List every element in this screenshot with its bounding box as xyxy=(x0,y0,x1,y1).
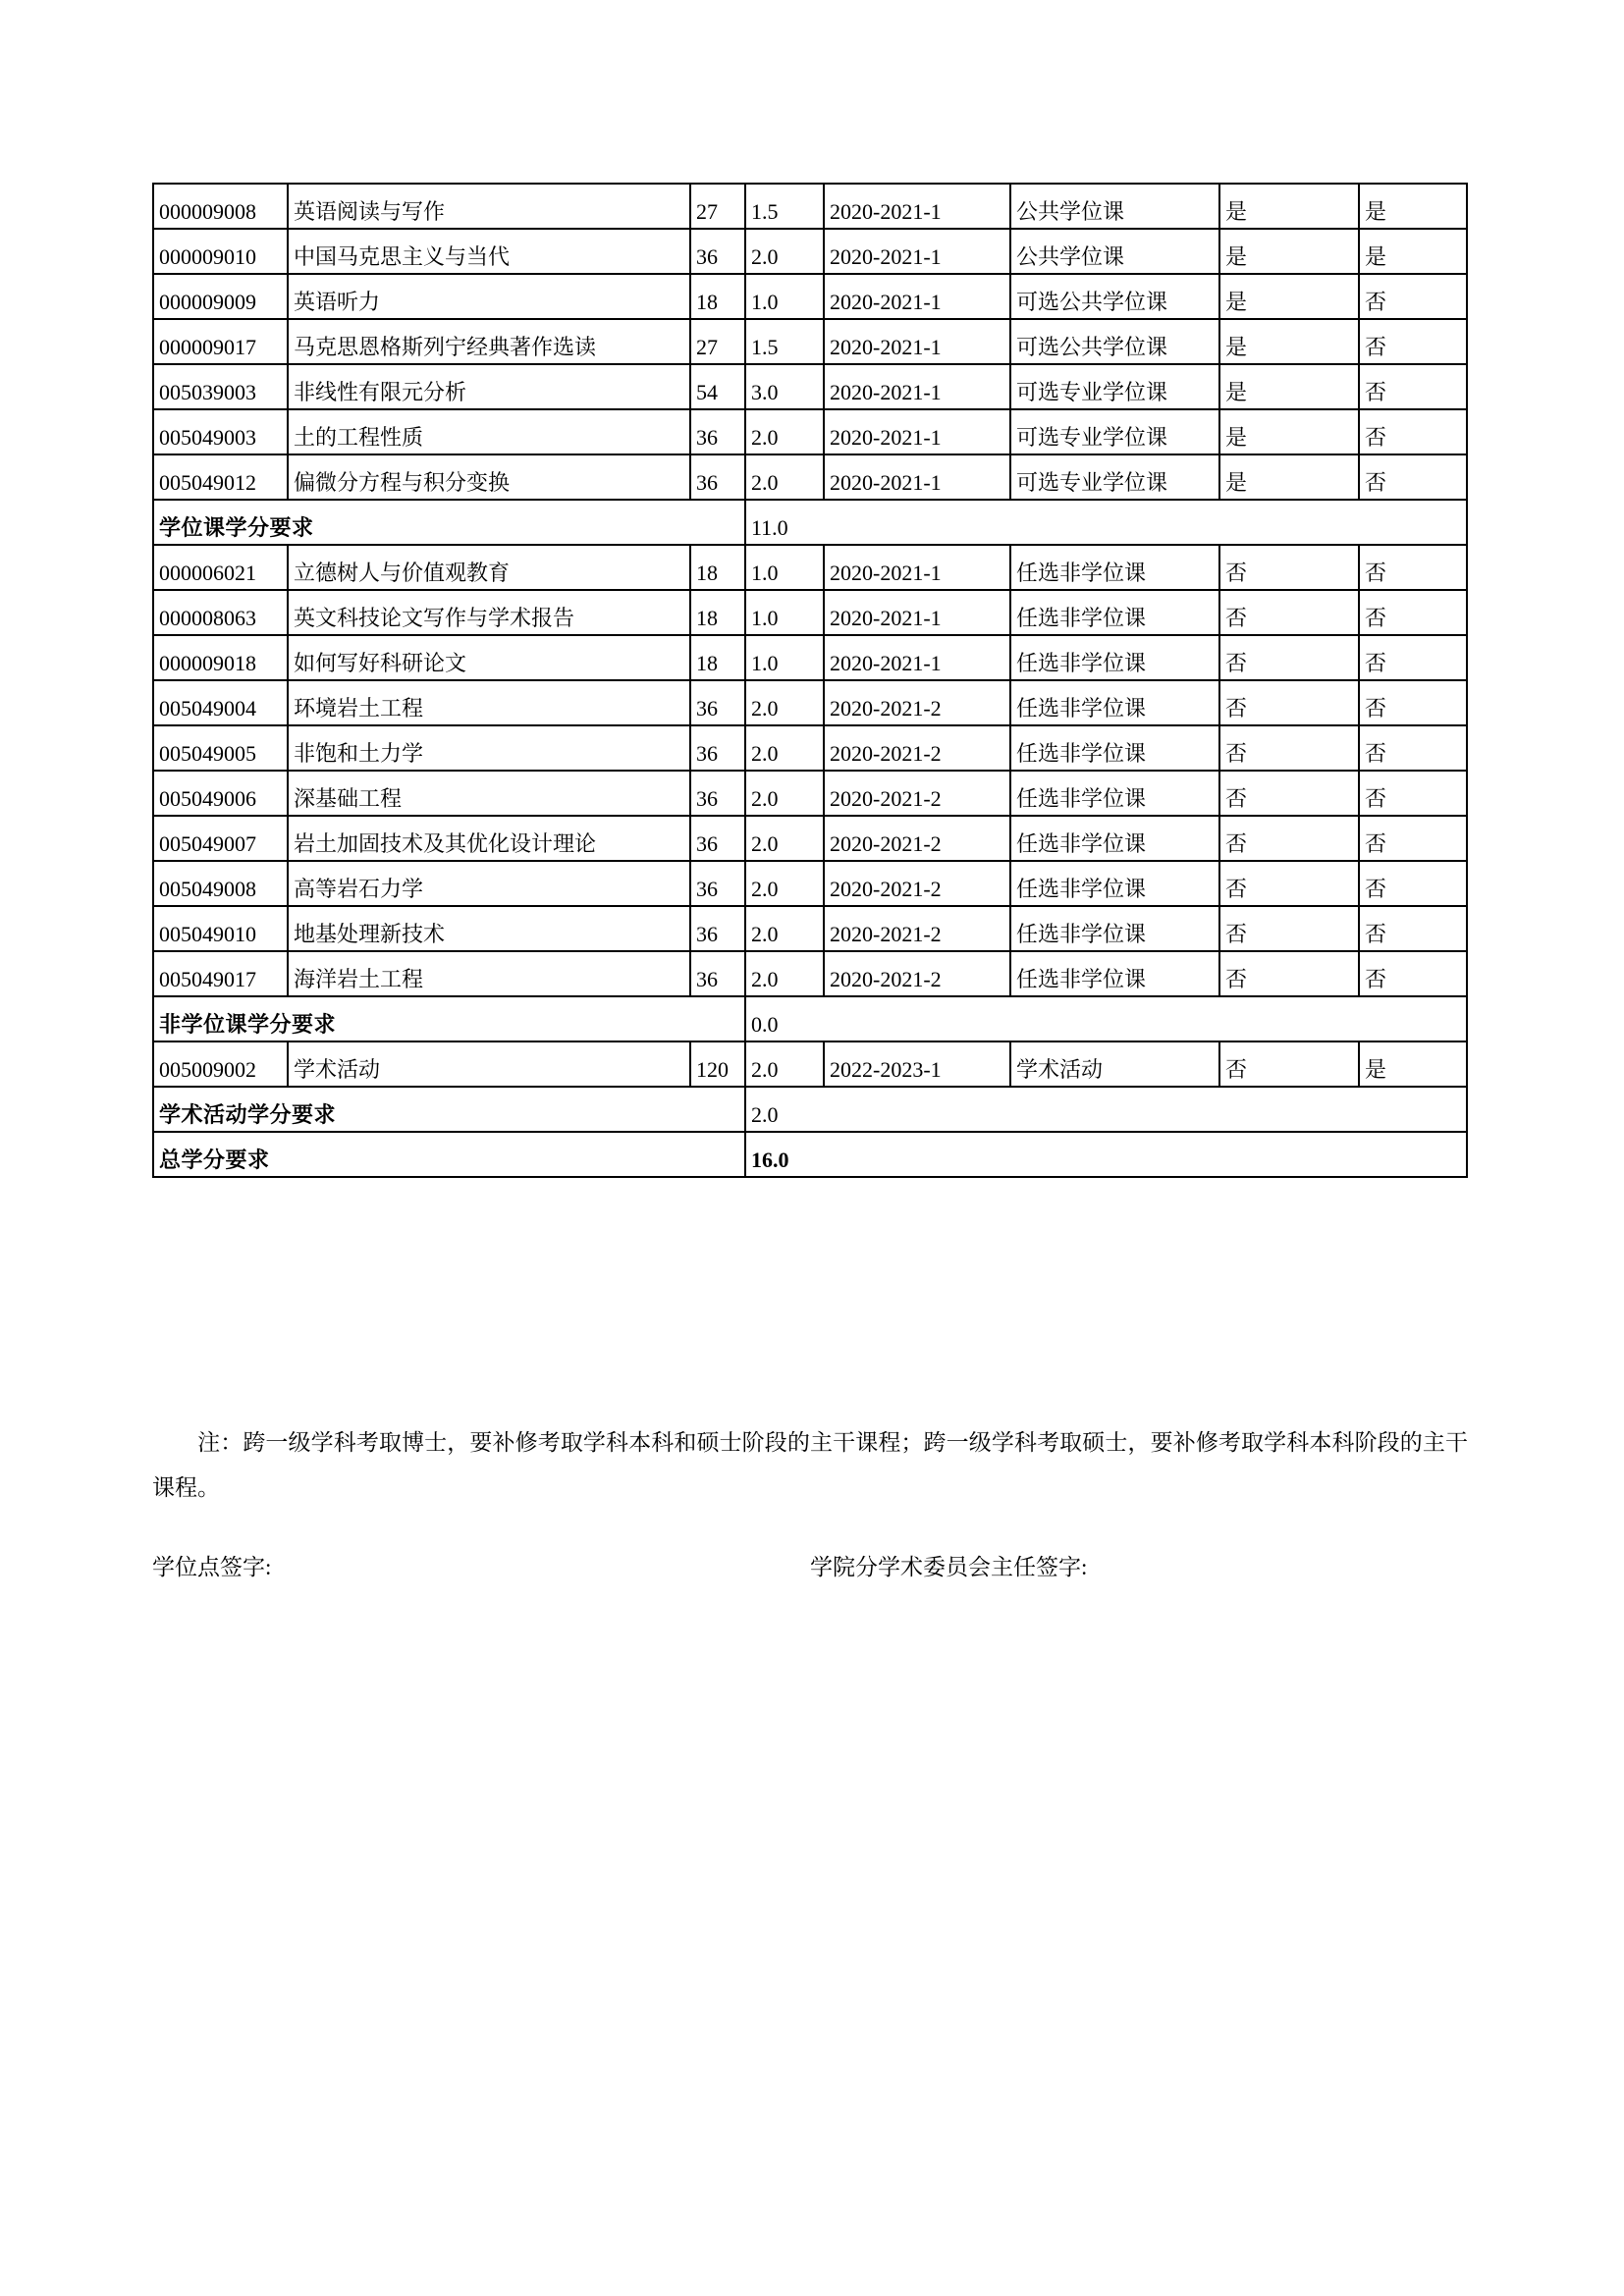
course-term-cell: 2020-2021-2 xyxy=(824,816,1010,861)
course-category-cell: 可选专业学位课 xyxy=(1010,454,1219,500)
course-required-cell: 否 xyxy=(1219,861,1359,906)
course-name-cell: 土的工程性质 xyxy=(288,409,690,454)
course-term-cell: 2020-2021-2 xyxy=(824,906,1010,951)
course-category-cell: 任选非学位课 xyxy=(1010,906,1219,951)
curriculum-table xyxy=(152,183,1468,1178)
course-degree-cell: 否 xyxy=(1359,274,1467,319)
course-category-cell: 学术活动 xyxy=(1010,1041,1219,1087)
course-code-cell: 005049008 xyxy=(153,861,288,906)
course-required-cell: 是 xyxy=(1219,409,1359,454)
course-term-cell: 2020-2021-2 xyxy=(824,951,1010,996)
table-row xyxy=(153,319,1467,364)
course-name-cell: 非饱和土力学 xyxy=(288,725,690,771)
course-name-cell: 中国马克思主义与当代 xyxy=(288,229,690,274)
course-code-cell: 000009017 xyxy=(153,319,288,364)
course-category-cell: 任选非学位课 xyxy=(1010,725,1219,771)
summary-value-cell: 16.0 xyxy=(745,1132,1467,1177)
course-name-cell: 如何写好科研论文 xyxy=(288,635,690,680)
summary-row xyxy=(153,500,1467,545)
summary-label-cell: 总学分要求 xyxy=(153,1132,745,1177)
course-required-cell: 否 xyxy=(1219,816,1359,861)
course-hours-cell: 36 xyxy=(690,725,745,771)
course-name-cell: 学术活动 xyxy=(288,1041,690,1087)
summary-row xyxy=(153,996,1467,1041)
course-degree-cell: 是 xyxy=(1359,1041,1467,1087)
course-degree-cell: 否 xyxy=(1359,725,1467,771)
course-credits-cell: 1.5 xyxy=(745,184,824,229)
course-required-cell: 是 xyxy=(1219,184,1359,229)
summary-value-cell: 2.0 xyxy=(745,1087,1467,1132)
table-row xyxy=(153,680,1467,725)
course-name-cell: 岩土加固技术及其优化设计理论 xyxy=(288,816,690,861)
course-code-cell: 005049007 xyxy=(153,816,288,861)
course-hours-cell: 36 xyxy=(690,454,745,500)
course-hours-cell: 36 xyxy=(690,906,745,951)
course-code-cell: 005039003 xyxy=(153,364,288,409)
degree-point-signature-label: 学位点签字: xyxy=(152,1555,272,1579)
course-name-cell: 偏微分方程与积分变换 xyxy=(288,454,690,500)
footnote xyxy=(152,1420,1468,1511)
academic-committee-chair-signature-label: 学院分学术委员会主任签字: xyxy=(810,1555,1088,1579)
course-code-cell: 005049005 xyxy=(153,725,288,771)
course-hours-cell: 18 xyxy=(690,590,745,635)
course-required-cell: 否 xyxy=(1219,680,1359,725)
total-credits-row xyxy=(153,1132,1467,1177)
course-name-cell: 英语阅读与写作 xyxy=(288,184,690,229)
course-required-cell: 是 xyxy=(1219,364,1359,409)
course-credits-cell: 2.0 xyxy=(745,454,824,500)
curriculum-sheet xyxy=(152,183,1466,1178)
course-category-cell: 任选非学位课 xyxy=(1010,951,1219,996)
course-code-cell: 005009002 xyxy=(153,1041,288,1087)
course-required-cell: 是 xyxy=(1219,454,1359,500)
course-required-cell: 是 xyxy=(1219,319,1359,364)
course-term-cell: 2020-2021-2 xyxy=(824,680,1010,725)
course-name-cell: 非线性有限元分析 xyxy=(288,364,690,409)
course-degree-cell: 否 xyxy=(1359,364,1467,409)
course-category-cell: 可选专业学位课 xyxy=(1010,409,1219,454)
course-credits-cell: 2.0 xyxy=(745,725,824,771)
course-degree-cell: 是 xyxy=(1359,229,1467,274)
course-hours-cell: 18 xyxy=(690,545,745,590)
course-term-cell: 2020-2021-2 xyxy=(824,771,1010,816)
table-row xyxy=(153,1041,1467,1087)
course-code-cell: 005049012 xyxy=(153,454,288,500)
course-term-cell: 2020-2021-2 xyxy=(824,725,1010,771)
course-required-cell: 否 xyxy=(1219,771,1359,816)
course-required-cell: 是 xyxy=(1219,274,1359,319)
course-required-cell: 是 xyxy=(1219,229,1359,274)
summary-label-cell: 学术活动学分要求 xyxy=(153,1087,745,1132)
course-name-cell: 环境岩土工程 xyxy=(288,680,690,725)
course-credits-cell: 2.0 xyxy=(745,771,824,816)
course-name-cell: 高等岩石力学 xyxy=(288,861,690,906)
summary-value-cell: 0.0 xyxy=(745,996,1467,1041)
course-degree-cell: 否 xyxy=(1359,951,1467,996)
table-row xyxy=(153,906,1467,951)
table-row xyxy=(153,545,1467,590)
course-name-cell: 地基处理新技术 xyxy=(288,906,690,951)
course-code-cell: 000009018 xyxy=(153,635,288,680)
course-term-cell: 2020-2021-1 xyxy=(824,590,1010,635)
table-row xyxy=(153,816,1467,861)
course-name-cell: 立德树人与价值观教育 xyxy=(288,545,690,590)
course-hours-cell: 27 xyxy=(690,184,745,229)
course-term-cell: 2020-2021-1 xyxy=(824,319,1010,364)
course-code-cell: 000009009 xyxy=(153,274,288,319)
course-hours-cell: 54 xyxy=(690,364,745,409)
course-credits-cell: 2.0 xyxy=(745,861,824,906)
course-code-cell: 005049003 xyxy=(153,409,288,454)
course-degree-cell: 否 xyxy=(1359,771,1467,816)
table-row xyxy=(153,229,1467,274)
course-degree-cell: 否 xyxy=(1359,319,1467,364)
course-required-cell: 否 xyxy=(1219,1041,1359,1087)
course-degree-cell: 否 xyxy=(1359,906,1467,951)
course-credits-cell: 1.5 xyxy=(745,319,824,364)
course-degree-cell: 否 xyxy=(1359,861,1467,906)
course-hours-cell: 36 xyxy=(690,861,745,906)
course-hours-cell: 36 xyxy=(690,680,745,725)
course-name-cell: 马克思恩格斯列宁经典著作选读 xyxy=(288,319,690,364)
table-row xyxy=(153,771,1467,816)
course-category-cell: 可选公共学位课 xyxy=(1010,319,1219,364)
course-term-cell: 2020-2021-1 xyxy=(824,409,1010,454)
course-hours-cell: 27 xyxy=(690,319,745,364)
course-code-cell: 005049017 xyxy=(153,951,288,996)
table-row xyxy=(153,454,1467,500)
course-credits-cell: 1.0 xyxy=(745,635,824,680)
course-category-cell: 任选非学位课 xyxy=(1010,545,1219,590)
curriculum-table-body xyxy=(153,184,1467,1177)
course-code-cell: 005049006 xyxy=(153,771,288,816)
course-name-cell: 海洋岩土工程 xyxy=(288,951,690,996)
course-credits-cell: 2.0 xyxy=(745,409,824,454)
table-row xyxy=(153,409,1467,454)
table-row xyxy=(153,590,1467,635)
course-credits-cell: 2.0 xyxy=(745,816,824,861)
course-name-cell: 英文科技论文写作与学术报告 xyxy=(288,590,690,635)
course-required-cell: 否 xyxy=(1219,545,1359,590)
course-code-cell: 005049004 xyxy=(153,680,288,725)
course-required-cell: 否 xyxy=(1219,906,1359,951)
table-row xyxy=(153,364,1467,409)
course-category-cell: 任选非学位课 xyxy=(1010,816,1219,861)
course-code-cell: 005049010 xyxy=(153,906,288,951)
table-row xyxy=(153,725,1467,771)
course-term-cell: 2020-2021-1 xyxy=(824,454,1010,500)
course-term-cell: 2020-2021-1 xyxy=(824,545,1010,590)
course-credits-cell: 1.0 xyxy=(745,545,824,590)
course-category-cell: 可选专业学位课 xyxy=(1010,364,1219,409)
course-term-cell: 2020-2021-2 xyxy=(824,861,1010,906)
course-category-cell: 任选非学位课 xyxy=(1010,861,1219,906)
course-credits-cell: 2.0 xyxy=(745,680,824,725)
summary-row xyxy=(153,1087,1467,1132)
course-credits-cell: 2.0 xyxy=(745,906,824,951)
course-code-cell: 000009008 xyxy=(153,184,288,229)
course-category-cell: 任选非学位课 xyxy=(1010,590,1219,635)
course-term-cell: 2020-2021-1 xyxy=(824,635,1010,680)
course-term-cell: 2022-2023-1 xyxy=(824,1041,1010,1087)
course-term-cell: 2020-2021-1 xyxy=(824,274,1010,319)
course-degree-cell: 否 xyxy=(1359,816,1467,861)
course-hours-cell: 36 xyxy=(690,229,745,274)
course-term-cell: 2020-2021-1 xyxy=(824,184,1010,229)
course-hours-cell: 36 xyxy=(690,771,745,816)
course-hours-cell: 18 xyxy=(690,635,745,680)
signature-block xyxy=(152,1549,1468,1581)
course-term-cell: 2020-2021-1 xyxy=(824,229,1010,274)
course-category-cell: 任选非学位课 xyxy=(1010,635,1219,680)
footnote-text: 跨一级学科考取博士，要补修考取学科本科和硕士阶段的主干课程；跨一级学科考取硕士，要补修考取学科本科阶段的主干课程。 xyxy=(152,1430,1469,1500)
table-row xyxy=(153,184,1467,229)
course-credits-cell: 3.0 xyxy=(745,364,824,409)
course-degree-cell: 否 xyxy=(1359,590,1467,635)
summary-label-cell: 非学位课学分要求 xyxy=(153,996,745,1041)
course-hours-cell: 18 xyxy=(690,274,745,319)
course-degree-cell: 否 xyxy=(1359,454,1467,500)
course-name-cell: 英语听力 xyxy=(288,274,690,319)
course-hours-cell: 120 xyxy=(690,1041,745,1087)
footnote-prefix: 注： xyxy=(197,1430,244,1455)
table-row xyxy=(153,274,1467,319)
course-name-cell: 深基础工程 xyxy=(288,771,690,816)
course-hours-cell: 36 xyxy=(690,816,745,861)
course-hours-cell: 36 xyxy=(690,409,745,454)
signature-row xyxy=(152,1549,1468,1581)
course-required-cell: 否 xyxy=(1219,725,1359,771)
course-credits-cell: 1.0 xyxy=(745,590,824,635)
course-category-cell: 公共学位课 xyxy=(1010,184,1219,229)
course-credits-cell: 2.0 xyxy=(745,951,824,996)
course-degree-cell: 否 xyxy=(1359,409,1467,454)
course-category-cell: 任选非学位课 xyxy=(1010,680,1219,725)
course-degree-cell: 否 xyxy=(1359,680,1467,725)
course-code-cell: 000008063 xyxy=(153,590,288,635)
course-degree-cell: 否 xyxy=(1359,545,1467,590)
table-row xyxy=(153,951,1467,996)
course-degree-cell: 是 xyxy=(1359,184,1467,229)
table-row xyxy=(153,635,1467,680)
course-code-cell: 000006021 xyxy=(153,545,288,590)
course-term-cell: 2020-2021-1 xyxy=(824,364,1010,409)
course-credits-cell: 2.0 xyxy=(745,229,824,274)
course-required-cell: 否 xyxy=(1219,635,1359,680)
course-required-cell: 否 xyxy=(1219,951,1359,996)
course-category-cell: 任选非学位课 xyxy=(1010,771,1219,816)
table-row xyxy=(153,861,1467,906)
course-category-cell: 可选公共学位课 xyxy=(1010,274,1219,319)
course-category-cell: 公共学位课 xyxy=(1010,229,1219,274)
course-code-cell: 000009010 xyxy=(153,229,288,274)
course-required-cell: 否 xyxy=(1219,590,1359,635)
course-hours-cell: 36 xyxy=(690,951,745,996)
course-credits-cell: 2.0 xyxy=(745,1041,824,1087)
summary-label-cell: 学位课学分要求 xyxy=(153,500,745,545)
course-degree-cell: 否 xyxy=(1359,635,1467,680)
summary-value-cell: 11.0 xyxy=(745,500,1467,545)
course-credits-cell: 1.0 xyxy=(745,274,824,319)
